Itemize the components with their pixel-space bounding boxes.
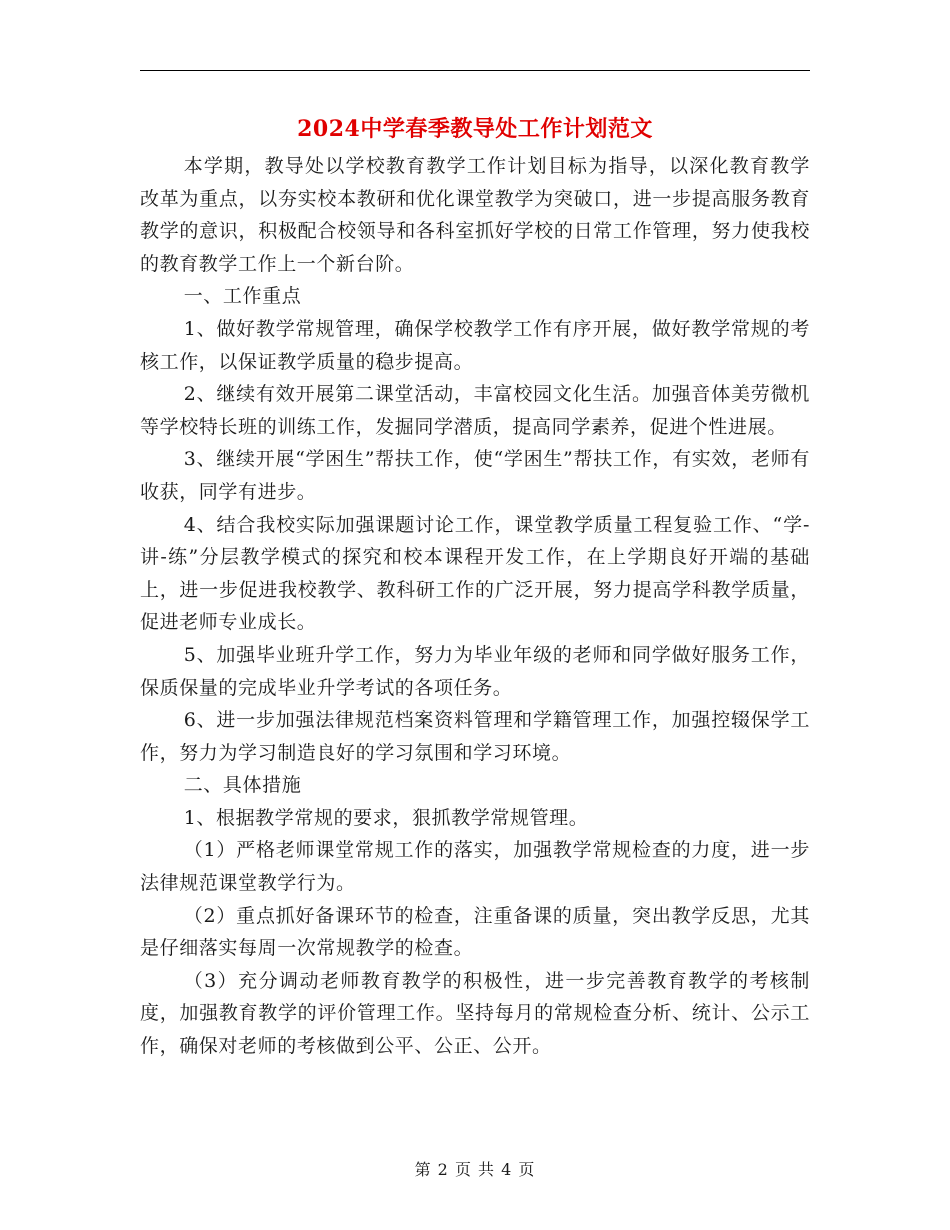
paragraph-item-6: 6、进一步加强法律规范档案资料管理和学籍管理工作，加强控辍保学工作，努力为学习制造良好的学习氛围和学习环境。 xyxy=(140,709,810,764)
page-number-footer: 第 2 页 共 4 页 xyxy=(414,1160,536,1179)
paragraph-item-3: 3、继续开展“学困生”帮扶工作，使“学困生”帮扶工作，有实效，老师有收获，同学有进步。 xyxy=(140,448,810,503)
paragraph-sub-1: （1）严格老师课堂常规工作的落实，加强教学常规检查的力度，进一步法律规范课堂教学行为。 xyxy=(140,839,810,895)
paragraph-intro: 本学期，教导处以学校教育教学工作计划目标为指导，以深化教育教学改革为重点，以夯实校本教研和优化课堂教学为突破口，进一步提高服务教育教学的意识，积极配合校领导和各科室抓好学校的日常工作管理，努力使我校的教育教学工作上一个新台阶。 xyxy=(140,155,810,275)
paragraph-item-4: 4、结合我校实际加强课题讨论工作，课堂教学质量工程复验工作、“学-讲-练”分层教学模式的探究和校本课程开发工作，在上学期良好开端的基础上，进一步促进我校教学、教科研工作的广泛开展，努力提高学科教学质量，促进老师专业成长。 xyxy=(140,513,810,634)
paragraph-sub-3: （3）充分调动老师教育教学的积极性，进一步完善教育教学的考核制度，加强教育教学的评价管理工作。坚持每月的常规检查分析、统计、公示工作，确保对老师的考核做到公平、公正、公开。 xyxy=(140,969,810,1058)
paragraph-item-2: 2、继续有效开展第二课堂活动，丰富校园文化生活。加强音体美劳微机等学校特长班的训练工作，发掘同学潜质，提高同学素养，促进个性进展。 xyxy=(140,383,810,438)
paragraph-sub-2: （2）重点抓好备课环节的检查，注重备课的质量，突出教学反思，尤其是仔细落实每周一次常规教学的检查。 xyxy=(140,904,810,960)
paragraph-item-5: 5、加强毕业班升学工作，努力为毕业年级的老师和同学做好服务工作，保质保量的完成毕业升学考试的各项任务。 xyxy=(140,643,810,699)
paragraph-measure-1: 1、根据教学常规的要求，狠抓教学常规管理。 xyxy=(183,806,589,829)
paragraph-item-1: 1、做好教学常规管理，确保学校教学工作有序开展，做好教学常规的考核工作，以保证教学质量的稳步提高。 xyxy=(140,317,810,373)
document-body xyxy=(140,150,810,1063)
document-title: 2024中学春季教导处工作计划范文 xyxy=(297,116,653,142)
section-heading-2: 二、具体措施 xyxy=(183,774,302,797)
section-heading-1: 一、工作重点 xyxy=(183,285,302,308)
header-rule xyxy=(140,70,810,71)
